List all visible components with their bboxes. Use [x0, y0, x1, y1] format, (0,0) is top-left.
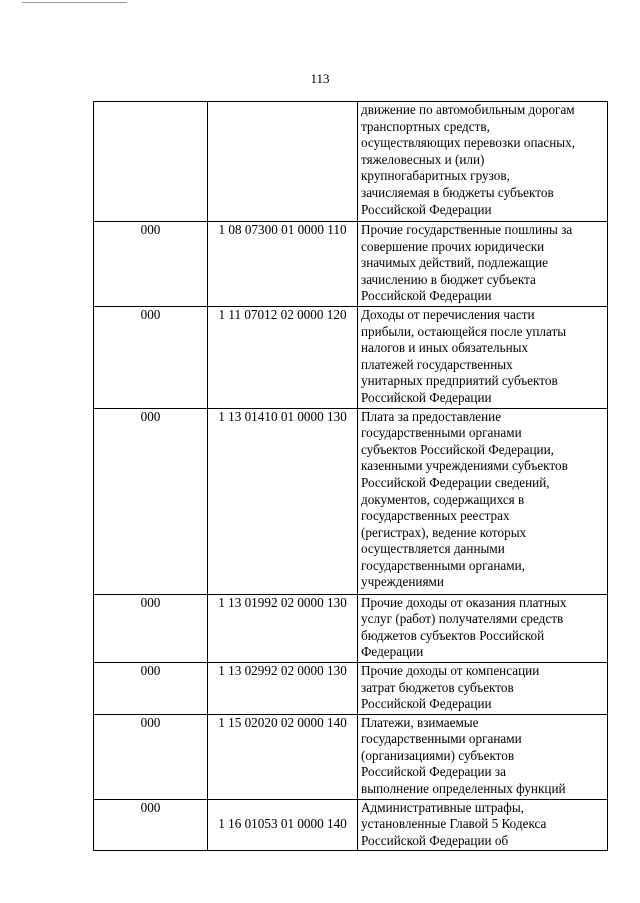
description-line: Прочие доходы от оказания платных: [361, 594, 567, 610]
classification-code-cell: 1 16 01053 01 0000 140: [208, 799, 358, 851]
description-line: Доходы от перечисления части: [361, 306, 535, 322]
description-line: тяжеловесных и (или): [361, 151, 485, 167]
description-cell: [358, 594, 608, 662]
description-line: учреждениями: [361, 574, 444, 590]
description-line: Российской Федерации: [361, 288, 492, 304]
description-line: Российской Федерации: [361, 389, 492, 405]
top-rule: [22, 2, 127, 3]
admin-code-cell: 000: [94, 799, 208, 851]
description-line: Российской Федерации об: [361, 832, 509, 848]
description-cell: [358, 714, 608, 799]
admin-code-cell: 000: [94, 306, 208, 408]
description-line: унитарных предприятий субъектов: [361, 373, 558, 389]
description-line: Административные штрафы,: [361, 799, 524, 815]
table-row: [94, 799, 608, 851]
table-row: [94, 222, 608, 307]
admin-code-cell: 000: [94, 408, 208, 594]
description-line: Федерации: [361, 644, 424, 660]
classification-code-cell: 1 13 01992 02 0000 130: [208, 594, 358, 662]
description-cell: [358, 408, 608, 594]
table-row: [94, 102, 608, 222]
description-line: Российской Федерации сведений,: [361, 474, 550, 490]
admin-code-cell: 000: [94, 222, 208, 307]
classification-code-cell: 1 08 07300 01 0000 110: [208, 222, 358, 307]
description-line: Российской Федерации: [361, 696, 492, 712]
table-body: [94, 102, 608, 851]
description-line: осуществляется данными: [361, 541, 505, 557]
description-line: (регистрах), ведение которых: [361, 524, 527, 540]
description-line: затрат бюджетов субъектов: [361, 679, 514, 695]
description-line: (организациями) субъектов: [361, 747, 515, 763]
description-line: платежей государственных: [361, 356, 513, 372]
description-line: Платежи, взимаемые: [361, 714, 479, 730]
description-line: государственными органами: [361, 731, 522, 747]
admin-code-cell: 000: [94, 714, 208, 799]
description-line: государственными органами: [361, 425, 522, 441]
description-cell: [358, 662, 608, 714]
description-line: значимых действий, подлежащие: [361, 255, 548, 271]
description-line: зачислению в бюджет субъекта: [361, 271, 536, 287]
description-line: налогов и иных обязательных: [361, 340, 529, 356]
description-line: государственными органами,: [361, 557, 525, 573]
description-line: субъектов Российской Федерации,: [361, 441, 554, 457]
description-line: прибыли, остающейся после уплаты: [361, 323, 567, 339]
classification-code-cell: 1 13 01410 01 0000 130: [208, 408, 358, 594]
description-line: осуществляющих перевозки опасных,: [361, 135, 576, 151]
description-line: зачисляемая в бюджеты субъектов: [361, 184, 554, 200]
table-row: [94, 408, 608, 594]
description-cell: [358, 222, 608, 307]
admin-code-cell: 000: [94, 662, 208, 714]
revenue-classification-table: [93, 101, 608, 851]
table-row: [94, 594, 608, 662]
description-line: совершение прочих юридически: [361, 238, 545, 254]
description-line: Плата за предоставление: [361, 408, 502, 424]
description-line: Прочие государственные пошлины за: [361, 222, 573, 237]
description-line: Российской Федерации: [361, 201, 492, 217]
classification-code-cell: 1 15 02020 02 0000 140: [208, 714, 358, 799]
description-line: выполнение определенных функций: [361, 781, 566, 797]
description-line: Прочие доходы от компенсации: [361, 662, 540, 678]
description-cell: [358, 306, 608, 408]
admin-code-cell: 000: [94, 594, 208, 662]
classification-code-cell: [208, 102, 358, 222]
description-line: бюджетов субъектов Российской: [361, 627, 545, 643]
description-line: установленные Главой 5 Кодекса: [361, 816, 547, 832]
classification-code-cell: 1 13 02992 02 0000 130: [208, 662, 358, 714]
description-line: крупногабаритных грузов,: [361, 168, 510, 184]
table-row: [94, 714, 608, 799]
description-line: казенными учреждениями субъектов: [361, 458, 568, 474]
description-line: транспортных средств,: [361, 118, 490, 134]
description-cell: [358, 799, 608, 851]
page-number: 113: [310, 71, 330, 86]
description-line: документов, содержащихся в: [361, 491, 525, 507]
admin-code-cell: [94, 102, 208, 222]
table-row: [94, 306, 608, 408]
table-row: [94, 662, 608, 714]
classification-code-cell: 1 11 07012 02 0000 120: [208, 306, 358, 408]
description-line: услуг (работ) получателями средств: [361, 611, 564, 627]
description-line: государственных реестрах: [361, 508, 510, 524]
description-line: движение по автомобильным дорогам: [361, 102, 575, 117]
description-line: Российской Федерации за: [361, 764, 506, 780]
description-cell: [358, 102, 608, 222]
